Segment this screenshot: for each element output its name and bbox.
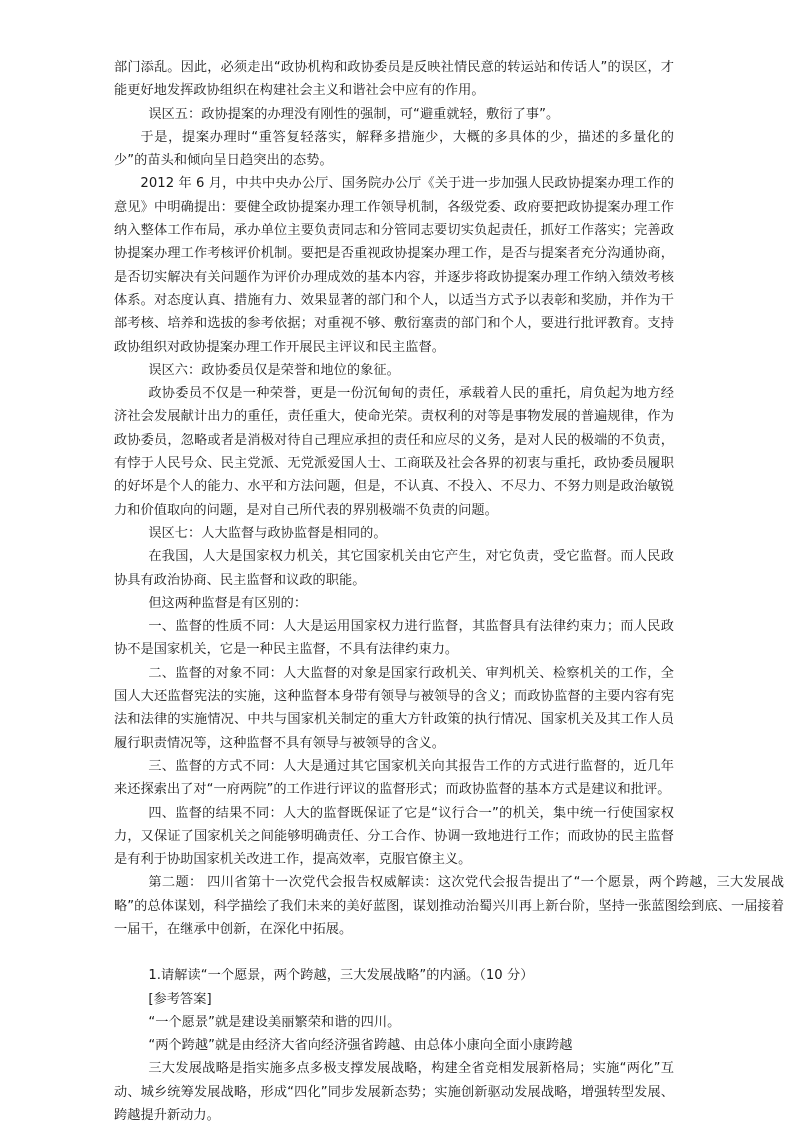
paragraph-difference-method: 三、监督的方式不同：人大是通过其它国家机关向其报告工作的方式进行监督的，近几年来还探索出了对“一府两院”的工作进行评议的监督形式；而政协监督的基本方式是建议和批评。 xyxy=(114,758,674,798)
question-2-intro: 第二题： 四川省第十一次党代会报告权威解读：这次党代会报告提出了“一个愿景，两个跨越，三大发展战略”的总体谋划，科学描绘了我们未来的美好蓝图，谋划推动治蜀兴川再上新台阶，坚持一张蓝图绘到底、一届接着一届干，在继承中创新，在深化中拓展。 xyxy=(114,875,784,937)
reference-answer-label: [参考答案] xyxy=(148,991,212,1007)
paragraph-misunderstanding-4-end: 部门添乱。因此，必须走出“政协机构和政协委员是反映社情民意的转运站和传话人”的误区，才能更好地发挥政协组织在构建社会主义和谐社会中应有的作用。 xyxy=(114,60,674,99)
paragraph-member-responsibility: 政协委员不仅是一种荣誉，更是一份沉甸甸的责任，承载着人民的重托，肩负起为地方经济社会发展献计出力的重任，责任重大，使命光荣。责权利的对等是事物发展的普遍规律，作为政协委员，忽略或者是消极对待自己理应承担的责任和应尽的义务，是对人民的极端的不负责，有悖于人民号众、民主党派、无党派爱国人士、工商联及社会各界的初衷与重托，政协委员履职的好坏是个人的能力、水平和方法问题，但是，不认真、不投入、不尽力、不努力则是政治敏锐力和价值取向的问题，是对自己所代表的界别极端不负责的问题。 xyxy=(114,386,674,518)
document-body xyxy=(114,56,784,1127)
answer-two-leaps: “两个跨越”就是由经济大省向经济强省跨越、由总体小康向全面小康跨越 xyxy=(148,1038,573,1054)
paragraph-difference-nature: 一、监督的性质不同：人大是运用国家权力进行监督，其监督具有法律约束力；而人民政协不是国家机关，它是一种民主监督，不具有法律约束力。 xyxy=(114,619,674,658)
answer-three-strategies: 三大发展战略是指实施多点多极支撑发展战略，构建全省竞相发展新格局；实施“两化”互动、城乡统筹发展战略，形成“四化”同步发展新态势；实施创新驱动发展战略，增强转型发展、跨越提升新动力。 xyxy=(114,1061,674,1124)
heading-misunderstanding-7: 误区七：人大监督与政协监督是相同的。 xyxy=(148,525,387,541)
paragraph-difference-intro: 但这两种监督是有区别的： xyxy=(148,595,308,611)
paragraph-2012-opinion: 2012 年 6 月，中共中央办公厅、国务院办公厅《关于进一步加强人民政协提案办理工作的意见》中明确提出：要健全政协提案办理工作领导机制，各级党委、政府要把政协提案办理工作纳入整体工作布局，承办单位主要负责同志和分管同志要切实负起责任，抓好工作落实；完善政协提案办理工作考核评价机制。要把是否重视政协提案办理工作，是否与提案者充分沟通协商，是否切实解决有关问题作为评价办理成效的基本内容，并逐步将政协提案办理工作纳入绩效考核体系。对态度认真、措施有力、效果显著的部门和个人，以适当方式予以表彰和奖励，并作为干部考核、培养和选拔的参考依据；对重视不够、敷衍塞责的部门和个人，要进行批评教育。支持政协组织对政协提案办理工作开展民主评议和民主监督。 xyxy=(114,176,674,355)
question-2-1: 1.请解读“一个愿景，两个跨越，三大发展战略”的内涵。（10 分） xyxy=(148,968,534,984)
heading-misunderstanding-5: 误区五：政协提案的办理没有刚性的强制，可“避重就轻，敷衍了事”。 xyxy=(148,106,560,122)
heading-misunderstanding-6: 误区六：政协委员仅是荣誉和地位的象征。 xyxy=(148,362,400,378)
paragraph-difference-object: 二、监督的对象不同：人大监督的对象是国家行政机关、审判机关、检察机关的工作，全国人大还监督宪法的实施，这种监督本身带有领导与被领导的含义；而政协监督的主要内容有宪法和法律的实施情况、中共与国家机关制定的重大方针政策的执行情况、国家机关及其工作人员履行职责情况等，这种监督不具有领导与被领导的含义。 xyxy=(114,665,674,751)
paragraph-npc-role: 在我国，人大是国家权力机关，其它国家机关由它产生，对它负责，受它监督。而人民政协具有政治协商、民主监督和议政的职能。 xyxy=(114,549,674,588)
spacer xyxy=(114,941,674,964)
paragraph-difference-result: 四、监督的结果不同：人大的监督既保证了它是“议行合一”的机关，集中统一行使国家权力，又保证了国家机关之间能够明确责任、分工合作、协调一致地进行工作；而政协的民主监督是有利于协助国家机关改进工作，提高效率，克服官僚主义。 xyxy=(114,805,674,868)
answer-one-vision: “一个愿景”就是建设美丽繁荣和谐的四川。 xyxy=(148,1014,401,1030)
paragraph-proposal-handling: 于是，提案办理时“重答复轻落实，解释多措施少，大概的多具体的少，描述的多量化的少”的苗头和倾向呈日趋突出的态势。 xyxy=(114,129,674,169)
